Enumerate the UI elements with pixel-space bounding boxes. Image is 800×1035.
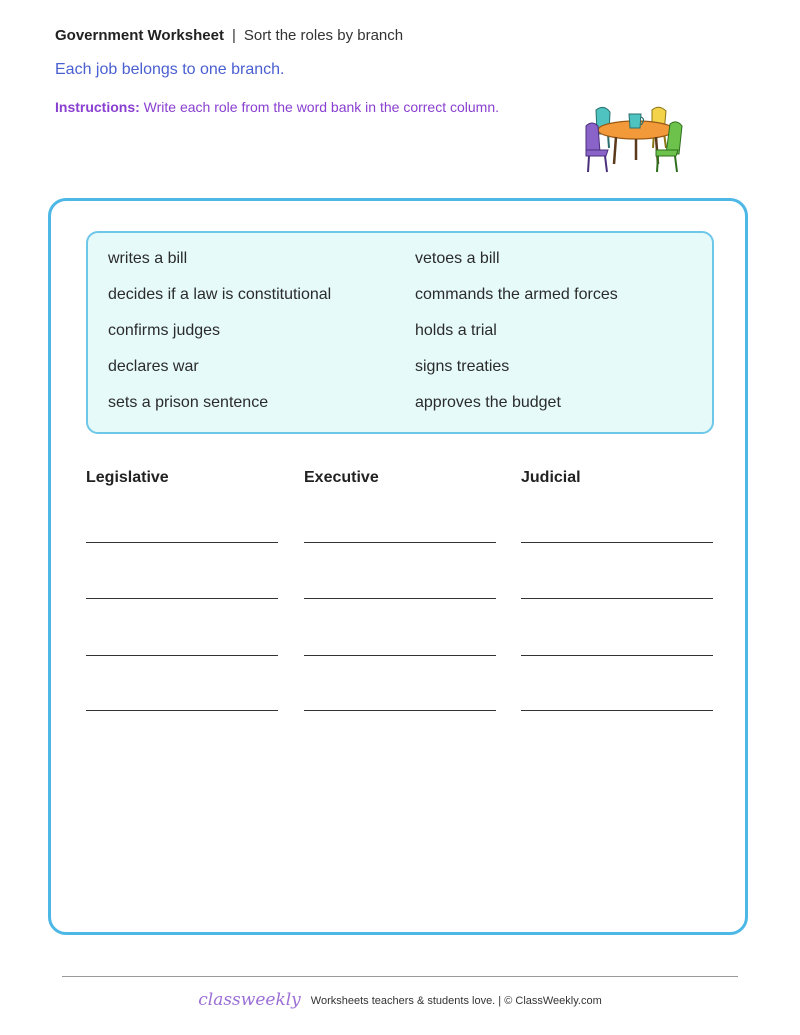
word-bank-item: declares war: [108, 358, 199, 375]
instructions-label: Instructions:: [55, 99, 140, 115]
answer-line[interactable]: [86, 542, 278, 543]
word-bank-item: approves the budget: [415, 394, 561, 411]
tagline: Each job belongs to one branch.: [55, 61, 285, 78]
footer-text: Worksheets teachers & students love. | © ClassWeekly.com: [310, 995, 602, 1007]
word-bank-item: vetoes a bill: [415, 250, 500, 267]
footer: [0, 990, 800, 1010]
header-separator: |: [231, 27, 236, 44]
column-judicial: [521, 468, 713, 488]
word-bank-item: sets a prison sentence: [108, 394, 269, 411]
worksheet-subtitle: Sort the roles by branch: [243, 27, 404, 44]
column-legislative: [86, 468, 278, 488]
answer-line[interactable]: [521, 655, 713, 656]
column-executive: [304, 468, 496, 488]
answer-line[interactable]: [521, 542, 713, 543]
answer-line[interactable]: [304, 542, 496, 543]
table-with-chairs-icon: [582, 102, 688, 178]
word-bank-item: holds a trial: [415, 322, 497, 339]
word-bank: [86, 231, 714, 434]
answer-line[interactable]: [86, 598, 278, 599]
word-bank-item: writes a bill: [108, 250, 188, 267]
column-title-judicial: Judicial: [521, 469, 581, 486]
word-bank-item: signs treaties: [415, 358, 510, 375]
answer-line[interactable]: [86, 710, 278, 711]
instructions-text: Write each role from the word bank in the correct column.: [143, 99, 500, 115]
worksheet-title: Government Worksheet: [55, 27, 224, 44]
word-bank-item: commands the armed forces: [415, 286, 618, 303]
instructions: [55, 99, 499, 115]
column-title-legislative: Legislative: [86, 469, 169, 486]
answer-line[interactable]: [521, 598, 713, 599]
column-title-executive: Executive: [304, 469, 379, 486]
word-bank-item: decides if a law is constitutional: [108, 286, 332, 303]
answer-line[interactable]: [304, 710, 496, 711]
answer-line[interactable]: [521, 710, 713, 711]
answer-line[interactable]: [304, 655, 496, 656]
brand-logo: classweekly: [198, 990, 301, 1010]
answer-line[interactable]: [86, 655, 278, 656]
word-bank-item: confirms judges: [108, 322, 221, 339]
footer-divider: [62, 976, 738, 977]
word-bank-grid: [108, 248, 708, 414]
answer-line[interactable]: [304, 598, 496, 599]
worksheet-header: [55, 27, 403, 44]
